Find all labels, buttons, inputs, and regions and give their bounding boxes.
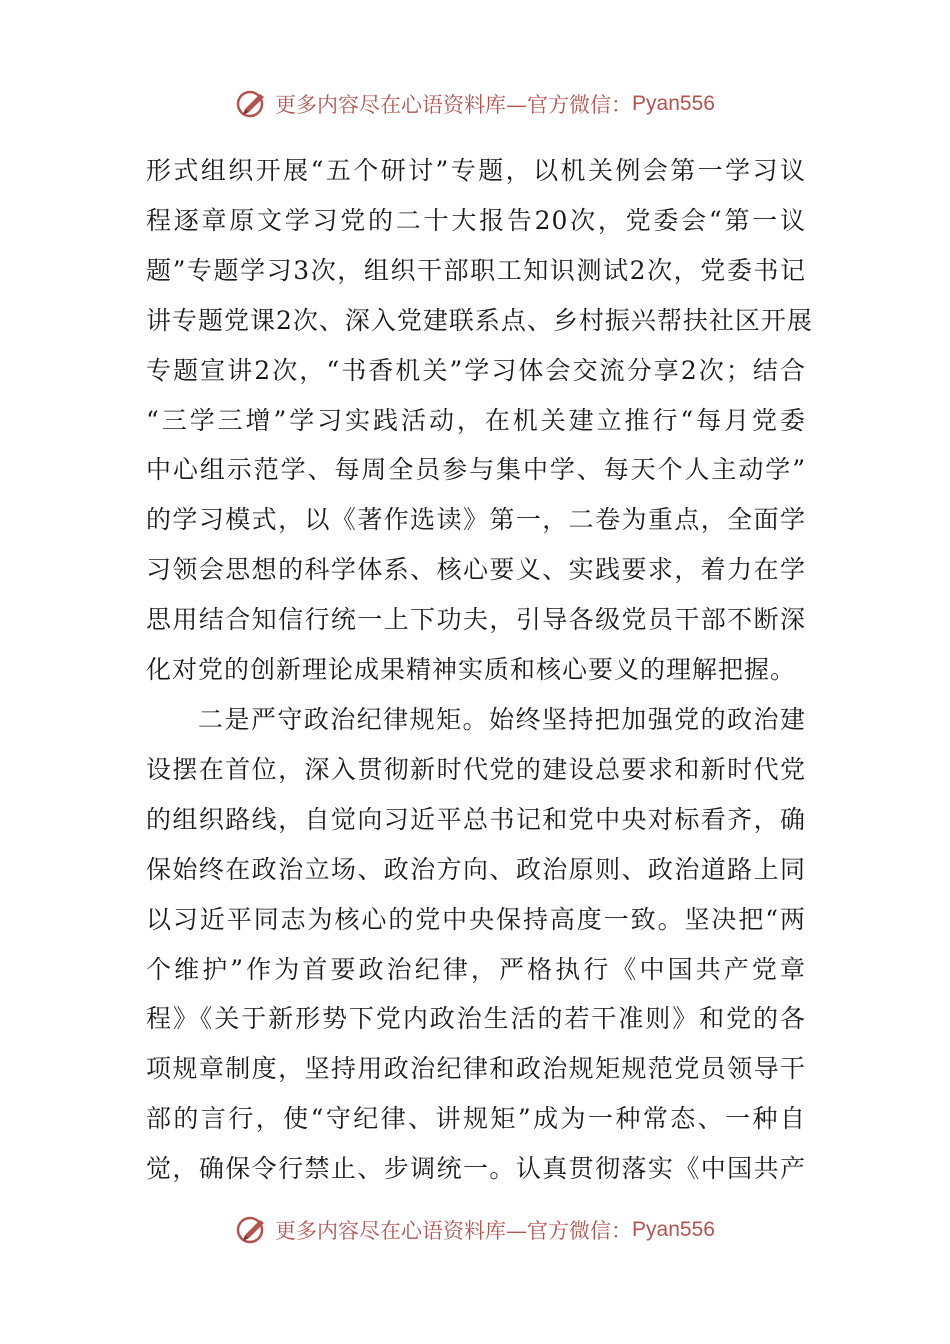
paragraph-1 bbox=[146, 146, 813, 695]
text-line: 以习近平同志为核心的党中央保持高度一致。坚决把“两 bbox=[146, 904, 806, 934]
header-watermark-banner bbox=[0, 82, 950, 126]
text-line: 的组织路线，自觉向习近平总书记和党中央对标看齐，确 bbox=[146, 804, 806, 834]
text-line: “三学三增”学习实践活动，在机关建立推行“每月党委 bbox=[146, 405, 806, 435]
text-line: 部的言行，使“守纪律、讲规矩”成为一种常态、一种自 bbox=[146, 1104, 806, 1134]
text-line: 习领会思想的科学体系、核心要义、实践要求，着力在学 bbox=[146, 555, 806, 585]
header-banner-text: 更多内容尽在心语资料库—官方微信： bbox=[275, 93, 633, 117]
text-line: 形式组织开展“五个研讨”专题，以机关例会第一学习议 bbox=[146, 156, 806, 185]
footer-watermark-banner bbox=[0, 1208, 950, 1252]
text-line: 设摆在首位，深入贯彻新时代党的建设总要求和新时代党 bbox=[146, 754, 806, 784]
header-banner-wechat-id: Pyan556 bbox=[632, 92, 715, 115]
paragraph-2 bbox=[146, 695, 806, 1194]
footer-banner-text: 更多内容尽在心语资料库—官方微信： bbox=[275, 1219, 633, 1243]
text-line: 保始终在政治立场、政治方向、政治原则、政治道路上同 bbox=[146, 854, 806, 884]
text-line: 项规章制度，坚持用政治纪律和政治规矩规范党员领导干 bbox=[146, 1054, 806, 1084]
text-line: 题”专题学习3次，组织干部职工知识测试2次，党委书记 bbox=[146, 255, 806, 285]
document-body bbox=[146, 146, 813, 1194]
text-line: 程》《关于新形势下党内政治生活的若干准则》和党的各 bbox=[146, 1004, 806, 1034]
text-line: 觉，确保令行禁止、步调统一。认真贯彻落实《中国共产 bbox=[146, 1154, 806, 1184]
pen-logo-icon bbox=[235, 87, 269, 121]
text-line: 的学习模式，以《著作选读》第一，二卷为重点，全面学 bbox=[146, 505, 806, 535]
text-line: 程逐章原文学习党的二十大报告20次，党委会“第一议 bbox=[146, 205, 806, 235]
footer-banner-wechat-id: Pyan556 bbox=[632, 1218, 715, 1241]
text-line: 化对党的创新理论成果精神实质和核心要义的理解把握。 bbox=[146, 655, 797, 685]
pen-logo-icon bbox=[235, 1213, 269, 1247]
text-line: 个维护”作为首要政治纪律，严格执行《中国共产党章 bbox=[146, 954, 806, 984]
text-line: 中心组示范学、每周全员参与集中学、每天个人主动学” bbox=[146, 455, 806, 485]
text-line: 思用结合知信行统一上下功夫，引导各级党员干部不断深 bbox=[146, 605, 806, 635]
text-line: 讲专题党课2次、深入党建联系点、乡村振兴帮扶社区开展 bbox=[146, 305, 813, 335]
text-line: 二是严守政治纪律规矩。始终坚持把加强党的政治建 bbox=[198, 704, 806, 734]
text-line: 专题宣讲2次，“书香机关”学习体会交流分享2次；结合 bbox=[146, 355, 806, 385]
